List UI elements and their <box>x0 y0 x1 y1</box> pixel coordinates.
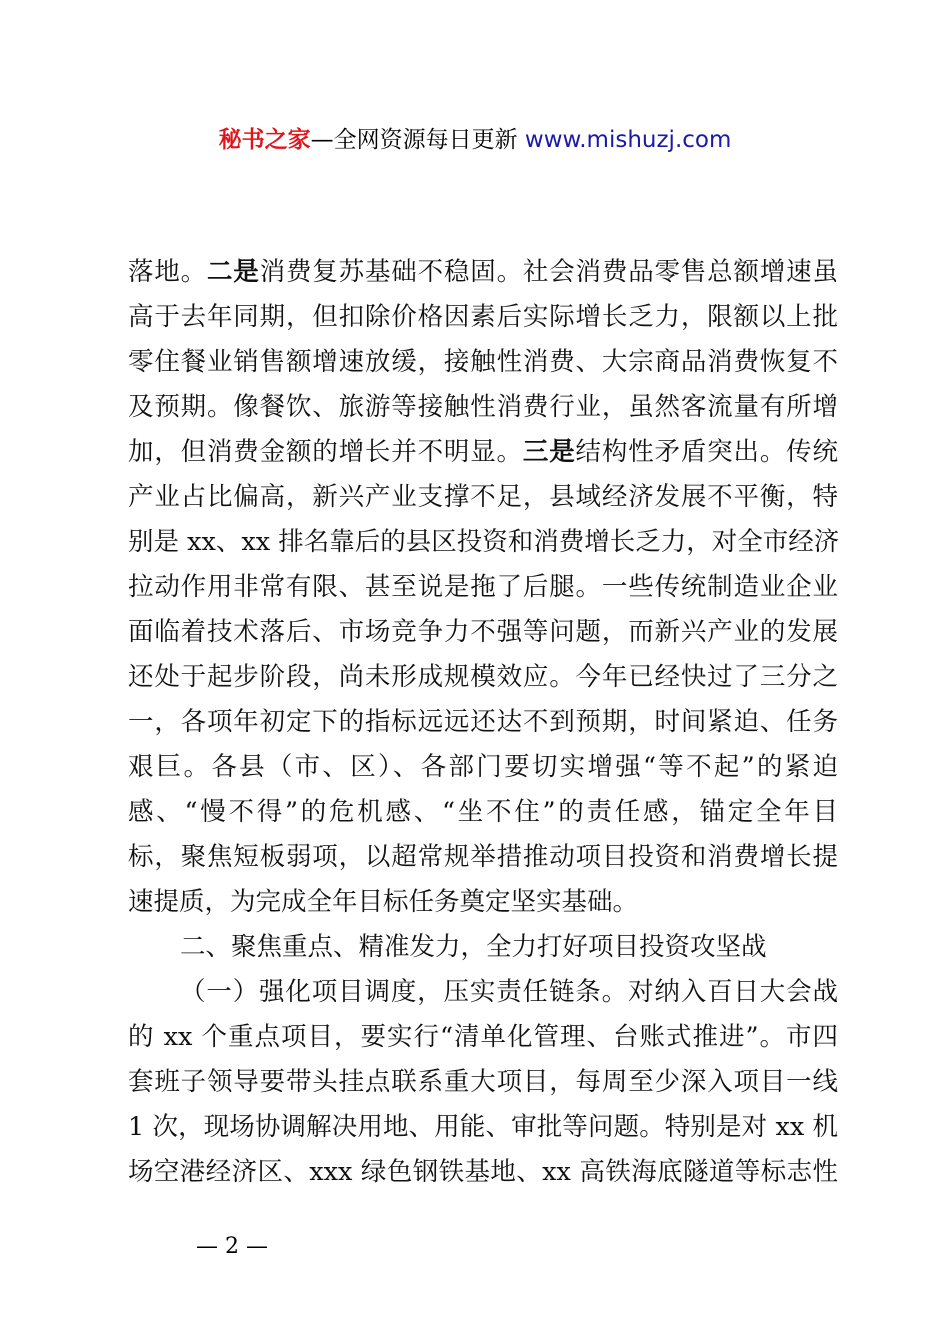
text-line-9: 面临着技术落后、市场竞争力不强等问题，而新兴产业的发展 <box>128 617 838 647</box>
text-run: 落地。 <box>128 257 207 287</box>
bold-lead: 三是 <box>522 437 576 467</box>
text-line-3: 零住餐业销售额增速放缓，接触性消费、大宗商品消费恢复不 <box>128 347 838 377</box>
text-line-14: 标，聚焦短板弱项，以超常规举措推动项目投资和消费增长提 <box>128 842 838 872</box>
text-line-18: 的 xx 个重点项目，要实行“清单化管理、台账式推进”。市四 <box>128 1022 838 1052</box>
text-line-8: 拉动作用非常有限、甚至说是拖了后腿。一些传统制造业企业 <box>128 572 838 602</box>
section-heading: 二、聚焦重点、精准发力，全力打好项目投资攻坚战 <box>180 932 767 962</box>
text-run: 结构性矛盾突出。传统 <box>575 437 838 467</box>
text-line-20: 1 次，现场协调解决用地、用能、审批等问题。特别是对 xx 机 <box>128 1112 838 1142</box>
text-run: 消费复苏基础不稳固。社会消费品零售总额增速虽 <box>259 257 838 287</box>
bold-lead: 二是 <box>206 257 260 287</box>
text-line-19: 套班子领导要带头挂点联系重大项目，每周至少深入项目一线 <box>128 1067 838 1097</box>
text-line-11: 一，各项年初定下的指标远远还达不到预期，时间紧迫、任务 <box>128 707 838 737</box>
text-line-4: 及预期。像餐饮、旅游等接触性消费行业，虽然客流量有所增 <box>128 392 838 422</box>
text-line-13: 感、“慢不得”的危机感、“坐不住”的责任感，锚定全年目 <box>128 797 838 827</box>
site-header <box>0 123 950 157</box>
text-line-6: 产业占比偏高，新兴产业支撑不足，县域经济发展不平衡，特 <box>128 482 838 512</box>
header-tagline: 全网资源每日更新 <box>333 127 525 153</box>
text-line-17: （一）强化项目调度，压实责任链条。对纳入百日大会战 <box>180 977 838 1007</box>
brand-name: 秘书之家 <box>218 127 311 153</box>
text-line-12: 艰巨。各县（市、区）、各部门要切实增强“等不起”的紧迫 <box>128 752 838 782</box>
header-dash: — <box>310 127 334 153</box>
text-line-10: 还处于起步阶段，尚未形成规模效应。今年已经快过了三分之 <box>128 662 838 692</box>
text-line-1 <box>128 250 838 295</box>
text-line-5 <box>128 430 838 475</box>
text-line-21: 场空港经济区、xxx 绿色钢铁基地、xx 高铁海底隧道等标志性 <box>128 1157 838 1187</box>
text-run: 加，但消费金额的增长并不明显。 <box>128 437 523 467</box>
text-line-2: 高于去年同期，但扣除价格因素后实际增长乏力，限额以上批 <box>128 302 838 332</box>
text-line-7: 别是 xx、xx 排名靠后的县区投资和消费增长乏力，对全市经济 <box>128 527 840 557</box>
page-number: — 2 — <box>196 1234 268 1259</box>
text-line-15: 速提质，为完成全年目标任务奠定坚实基础。 <box>128 887 639 917</box>
document-body <box>128 250 838 1195</box>
site-url[interactable]: www.mishuzj.com <box>524 127 732 153</box>
